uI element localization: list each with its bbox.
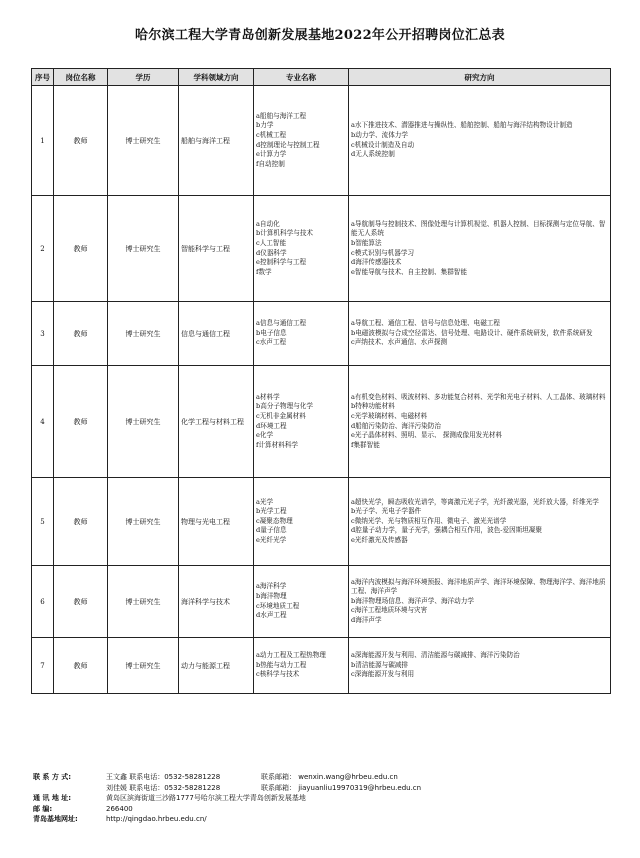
header-field: 学科领域方向 bbox=[179, 69, 254, 86]
table-row bbox=[32, 302, 611, 366]
research-item: c模式识别与机器学习 bbox=[351, 248, 415, 257]
research-item: c深海能源开发与利用 bbox=[351, 670, 415, 679]
research-item: b海洋物理场信息、海洋声学、海洋动力学 bbox=[351, 596, 474, 605]
position-name: 教师 bbox=[54, 86, 108, 196]
field-direction: 物理与光电工程 bbox=[179, 478, 254, 566]
degree: 博士研究生 bbox=[108, 302, 179, 366]
field-direction: 化学工程与材料工程 bbox=[179, 366, 254, 478]
field-direction: 海洋科学与技术 bbox=[179, 566, 254, 638]
degree: 博士研究生 bbox=[108, 86, 179, 196]
major-item: a信息与通信工程 bbox=[256, 319, 307, 328]
research-item: d海洋声学 bbox=[351, 615, 382, 624]
research-item: a导航工程、通信工程、信号与信息处理、电磁工程 bbox=[351, 319, 500, 328]
table-row bbox=[32, 566, 611, 638]
major-item: b高分子物理与化学 bbox=[256, 402, 313, 411]
row-number: 3 bbox=[32, 302, 54, 366]
major-item: a光学 bbox=[256, 497, 274, 506]
major-item: a海洋科学 bbox=[256, 582, 287, 591]
table-row bbox=[32, 478, 611, 566]
address-value: 黄岛区滨海街道三沙路1777号哈尔滨工程大学青岛创新发展基地 bbox=[106, 794, 306, 802]
research-item: e智能导航与技术、自主控制、集群智能 bbox=[351, 267, 467, 276]
major-item: f数学 bbox=[256, 267, 272, 276]
research-item: c微纳光学、光与物质相互作用、微电子、激光光谱学 bbox=[351, 516, 507, 525]
row-number: 5 bbox=[32, 478, 54, 566]
major-item: c无机非金属材料 bbox=[256, 411, 306, 420]
degree: 博士研究生 bbox=[108, 366, 179, 478]
research-item: c声纳技术、水声通信、水声探测 bbox=[351, 338, 448, 347]
contact-email-1: 联系邮箱： wenxin.wang@hrbeu.edu.cn bbox=[261, 773, 398, 781]
header-degree: 学历 bbox=[108, 69, 179, 86]
research-item: a有机变色材料、吸波材料、多功能复合材料、光学和光电子材料、人工晶体、玻璃材料 bbox=[351, 392, 606, 401]
major-list bbox=[254, 566, 349, 638]
research-list bbox=[349, 638, 611, 694]
major-item: d量子信息 bbox=[256, 526, 287, 535]
major-item: b计算机科学与技术 bbox=[256, 229, 313, 238]
major-item: e计算力学 bbox=[256, 150, 287, 159]
research-item: a深海能源开发与利用、清洁能源与碳减排、海洋污染防治 bbox=[351, 651, 520, 660]
table-header-row bbox=[32, 69, 611, 86]
research-item: c海洋工程地质环境与灾害 bbox=[351, 606, 428, 615]
major-item: c环境地质工程 bbox=[256, 601, 300, 610]
research-item: c机械设计制造及自动 bbox=[351, 140, 415, 149]
website-label: 青岛基地网址: bbox=[33, 815, 78, 823]
major-item: c机械工程 bbox=[256, 130, 287, 139]
research-item: a超快光学，瞬态吸收光谱学，等离激元光子学，光纤激光器，光纤放大器，纤维光学 bbox=[351, 497, 599, 506]
header-no: 序号 bbox=[32, 69, 54, 86]
degree: 博士研究生 bbox=[108, 566, 179, 638]
major-list bbox=[254, 366, 349, 478]
research-list bbox=[349, 196, 611, 302]
research-item: d腔量子动力学，量子光学，强耦合相互作用，波色-爱因斯坦凝聚 bbox=[351, 526, 543, 535]
major-item: a材料学 bbox=[256, 392, 280, 401]
position-name: 教师 bbox=[54, 196, 108, 302]
table-row bbox=[32, 366, 611, 478]
zip-label: 邮 编: bbox=[33, 804, 53, 813]
major-item: c人工智能 bbox=[256, 238, 287, 247]
major-list bbox=[254, 478, 349, 566]
row-number: 4 bbox=[32, 366, 54, 478]
major-item: f自动控制 bbox=[256, 159, 285, 168]
website-link[interactable]: http://qingdao.hrbeu.edu.cn/ bbox=[106, 815, 207, 823]
major-item: b热能与动力工程 bbox=[256, 660, 307, 669]
major-list bbox=[254, 638, 349, 694]
research-item: e光子晶体材料、照明、显示、 探测成像用发光材料 bbox=[351, 431, 503, 440]
major-item: d仪器科学 bbox=[256, 248, 287, 257]
major-list bbox=[254, 196, 349, 302]
major-item: c核科学与技术 bbox=[256, 670, 300, 679]
contact-label: 联 系 方 式: bbox=[33, 773, 72, 781]
zip-value: 266400 bbox=[106, 804, 133, 813]
research-item: d无人系统控制 bbox=[351, 150, 395, 159]
table-row bbox=[32, 86, 611, 196]
field-direction: 信息与通信工程 bbox=[179, 302, 254, 366]
research-item: b智能算法 bbox=[351, 238, 382, 247]
major-item: a自动化 bbox=[256, 219, 280, 228]
row-number: 1 bbox=[32, 86, 54, 196]
major-item: b光学工程 bbox=[256, 507, 287, 516]
table-row bbox=[32, 638, 611, 694]
major-item: b电子信息 bbox=[256, 328, 287, 337]
research-item: e光纤激光及传感器 bbox=[351, 535, 408, 544]
position-name: 教师 bbox=[54, 366, 108, 478]
research-item: a导航制导与控制技术、图像处理与计算机视觉、机器人控制、目标探测与定位导航、智能无人系统 bbox=[351, 219, 606, 238]
row-number: 7 bbox=[32, 638, 54, 694]
position-name: 教师 bbox=[54, 302, 108, 366]
research-list bbox=[349, 302, 611, 366]
major-item: f计算材料科学 bbox=[256, 440, 299, 449]
research-list bbox=[349, 366, 611, 478]
page-title: 哈尔滨工程大学青岛创新发展基地2022年公开招聘岗位汇总表 bbox=[135, 28, 505, 43]
research-item: f集群智能 bbox=[351, 440, 380, 449]
contact-email-2: 联系邮箱： jiayuanliu19970319@hrbeu.edu.cn bbox=[261, 783, 422, 792]
position-name: 教师 bbox=[54, 638, 108, 694]
address-label: 通 讯 地 址: bbox=[33, 794, 72, 802]
row-number: 2 bbox=[32, 196, 54, 302]
research-list bbox=[349, 478, 611, 566]
major-item: d控制理论与控制工程 bbox=[256, 140, 320, 149]
degree: 博士研究生 bbox=[108, 638, 179, 694]
research-item: b动力学、流体力学 bbox=[351, 130, 408, 139]
header-research: 研究方向 bbox=[349, 69, 611, 86]
major-item: d环境工程 bbox=[256, 421, 287, 430]
major-item: c凝聚态物理 bbox=[256, 516, 293, 525]
major-item: a船舶与海洋工程 bbox=[256, 111, 307, 120]
contact-person-2: 刘佳媛 联系电话：0532-58281228 bbox=[106, 783, 221, 792]
research-item: b清洁能源与碳减排 bbox=[351, 660, 408, 669]
major-item: e控制科学与工程 bbox=[256, 258, 307, 267]
field-direction: 动力与能源工程 bbox=[179, 638, 254, 694]
field-direction: 智能科学与工程 bbox=[179, 196, 254, 302]
research-item: c光学玻璃材料、电磁材料 bbox=[351, 411, 428, 420]
position-name: 教师 bbox=[54, 478, 108, 566]
research-item: a水下推进技术、潜器推进与操纵性、船舶控制、船舶与海洋结构物设计制造 bbox=[351, 121, 573, 130]
contact-footer bbox=[33, 772, 613, 825]
header-major: 专业名称 bbox=[254, 69, 349, 86]
research-list bbox=[349, 86, 611, 196]
major-item: a动力工程及工程热物理 bbox=[256, 651, 326, 660]
degree: 博士研究生 bbox=[108, 196, 179, 302]
major-item: b海洋物理 bbox=[256, 591, 287, 600]
research-item: b电磁波模拟与合成空径雷达、信号处理、电路设计、硬件系统研发，软件系统研发 bbox=[351, 328, 593, 337]
research-item: d海洋传感器技术 bbox=[351, 258, 402, 267]
research-item: b光子学、光电子学器件 bbox=[351, 507, 422, 516]
major-item: b力学 bbox=[256, 121, 274, 130]
contact-person-1: 王文鑫 联系电话：0532-58281228 bbox=[106, 773, 221, 781]
major-item: c水声工程 bbox=[256, 338, 287, 347]
position-name: 教师 bbox=[54, 566, 108, 638]
research-item: d船舶污染防治、海洋污染防治 bbox=[351, 421, 441, 430]
research-list bbox=[349, 566, 611, 638]
major-list bbox=[254, 302, 349, 366]
header-position: 岗位名称 bbox=[54, 69, 108, 86]
row-number: 6 bbox=[32, 566, 54, 638]
research-item: a海洋内波模拟与海洋环境预报、海洋地质声学、海洋环境保障、物理海洋学、海洋地质工程、海洋声学 bbox=[351, 577, 606, 596]
major-item: e光纤光学 bbox=[256, 535, 287, 544]
research-item: b特种功能材料 bbox=[351, 402, 395, 411]
major-list bbox=[254, 86, 349, 196]
major-item: d水声工程 bbox=[256, 611, 287, 620]
major-item: e化学 bbox=[256, 431, 274, 440]
degree: 博士研究生 bbox=[108, 478, 179, 566]
table-row bbox=[32, 196, 611, 302]
field-direction: 船舶与海洋工程 bbox=[179, 86, 254, 196]
positions-table bbox=[31, 68, 611, 694]
